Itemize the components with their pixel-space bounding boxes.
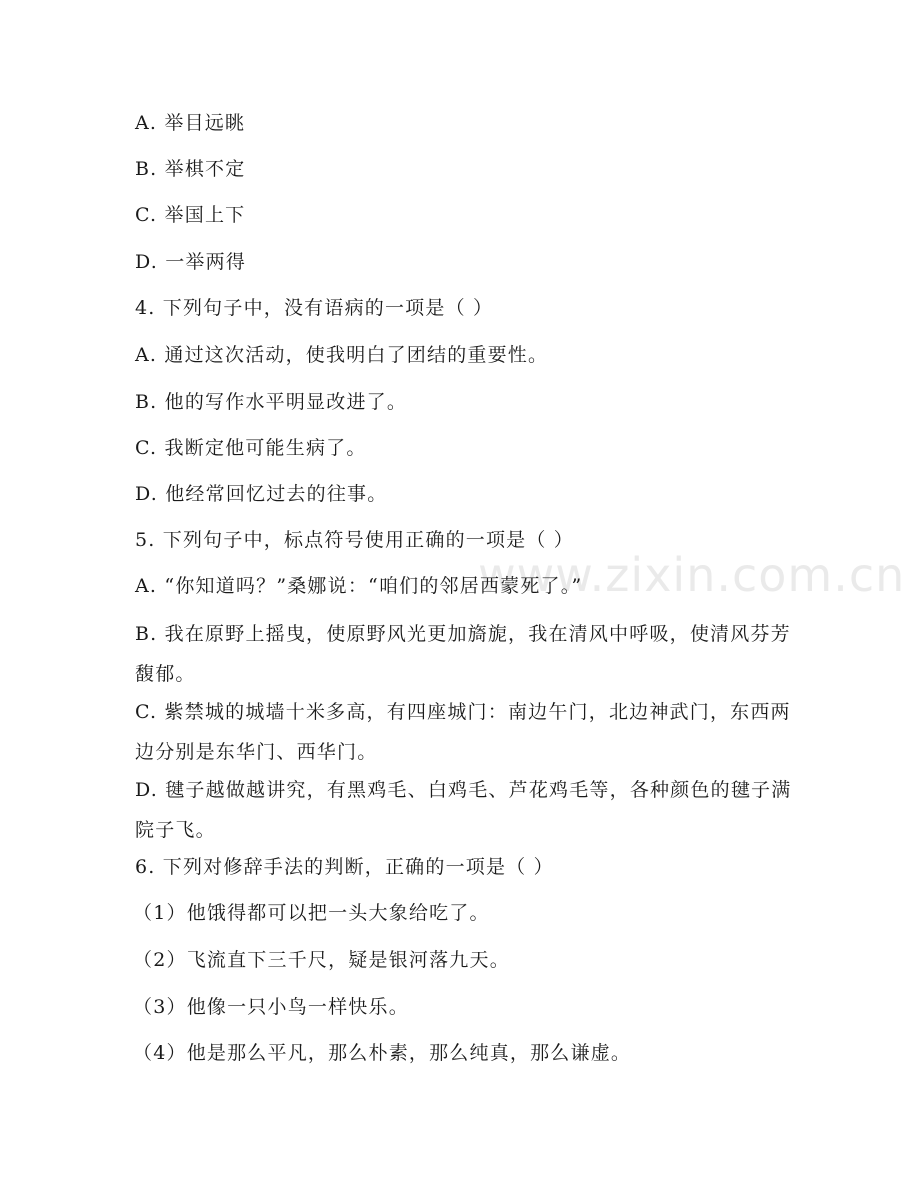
q3-option-a: A. 举目远眺	[135, 112, 246, 134]
q5-option-d: D. 毽子越做越讲究，有黑鸡毛、白鸡毛、芦花鸡毛等，各种颜色的毽子满院子飞。	[135, 779, 792, 841]
q3-option-c: C. 举国上下	[135, 204, 246, 226]
q5-stem: 5. 下列句子中，标点符号使用正确的一项是（ ）	[135, 529, 575, 551]
q3-option-b: B. 举棋不定	[135, 158, 246, 180]
q6-stem: 6. 下列对修辞手法的判断，正确的一项是（ ）	[135, 856, 554, 878]
q5-option-c: C. 紫禁城的城墙十米多高，有四座城门：南边午门，北边神武门，东西两边分别是东华门、西华门。	[135, 701, 791, 763]
q5-option-a: A. “你知道吗？”桑娜说：“咱们的邻居西蒙死了。”	[135, 575, 583, 597]
q4-option-d: D. 他经常回忆过去的往事。	[135, 483, 388, 505]
q5-option-b: B. 我在原野上摇曳，使原野风光更加旖旎，我在清风中呼吸，使清风芬芳馥郁。	[135, 623, 791, 685]
q3-option-d: D. 一举两得	[135, 251, 247, 273]
q4-option-c: C. 我断定他可能生病了。	[135, 437, 367, 459]
q4-option-b: B. 他的写作水平明显改进了。	[135, 391, 408, 413]
q6-item-2: （2）飞流直下三千尺，疑是银河落九天。	[133, 949, 510, 971]
q6-item-4: （4）他是那么平凡，那么朴素，那么纯真，那么谦虚。	[133, 1042, 632, 1064]
watermark: www.zixin.com.cn	[478, 548, 906, 602]
q6-item-3: （3）他像一只小鸟一样快乐。	[133, 996, 409, 1018]
q4-option-a: A. 通过这次活动，使我明白了团结的重要性。	[135, 344, 549, 366]
q6-item-1: （1）他饿得都可以把一头大象给吃了。	[133, 902, 490, 924]
q4-stem: 4. 下列句子中，没有语病的一项是（ ）	[135, 297, 494, 319]
